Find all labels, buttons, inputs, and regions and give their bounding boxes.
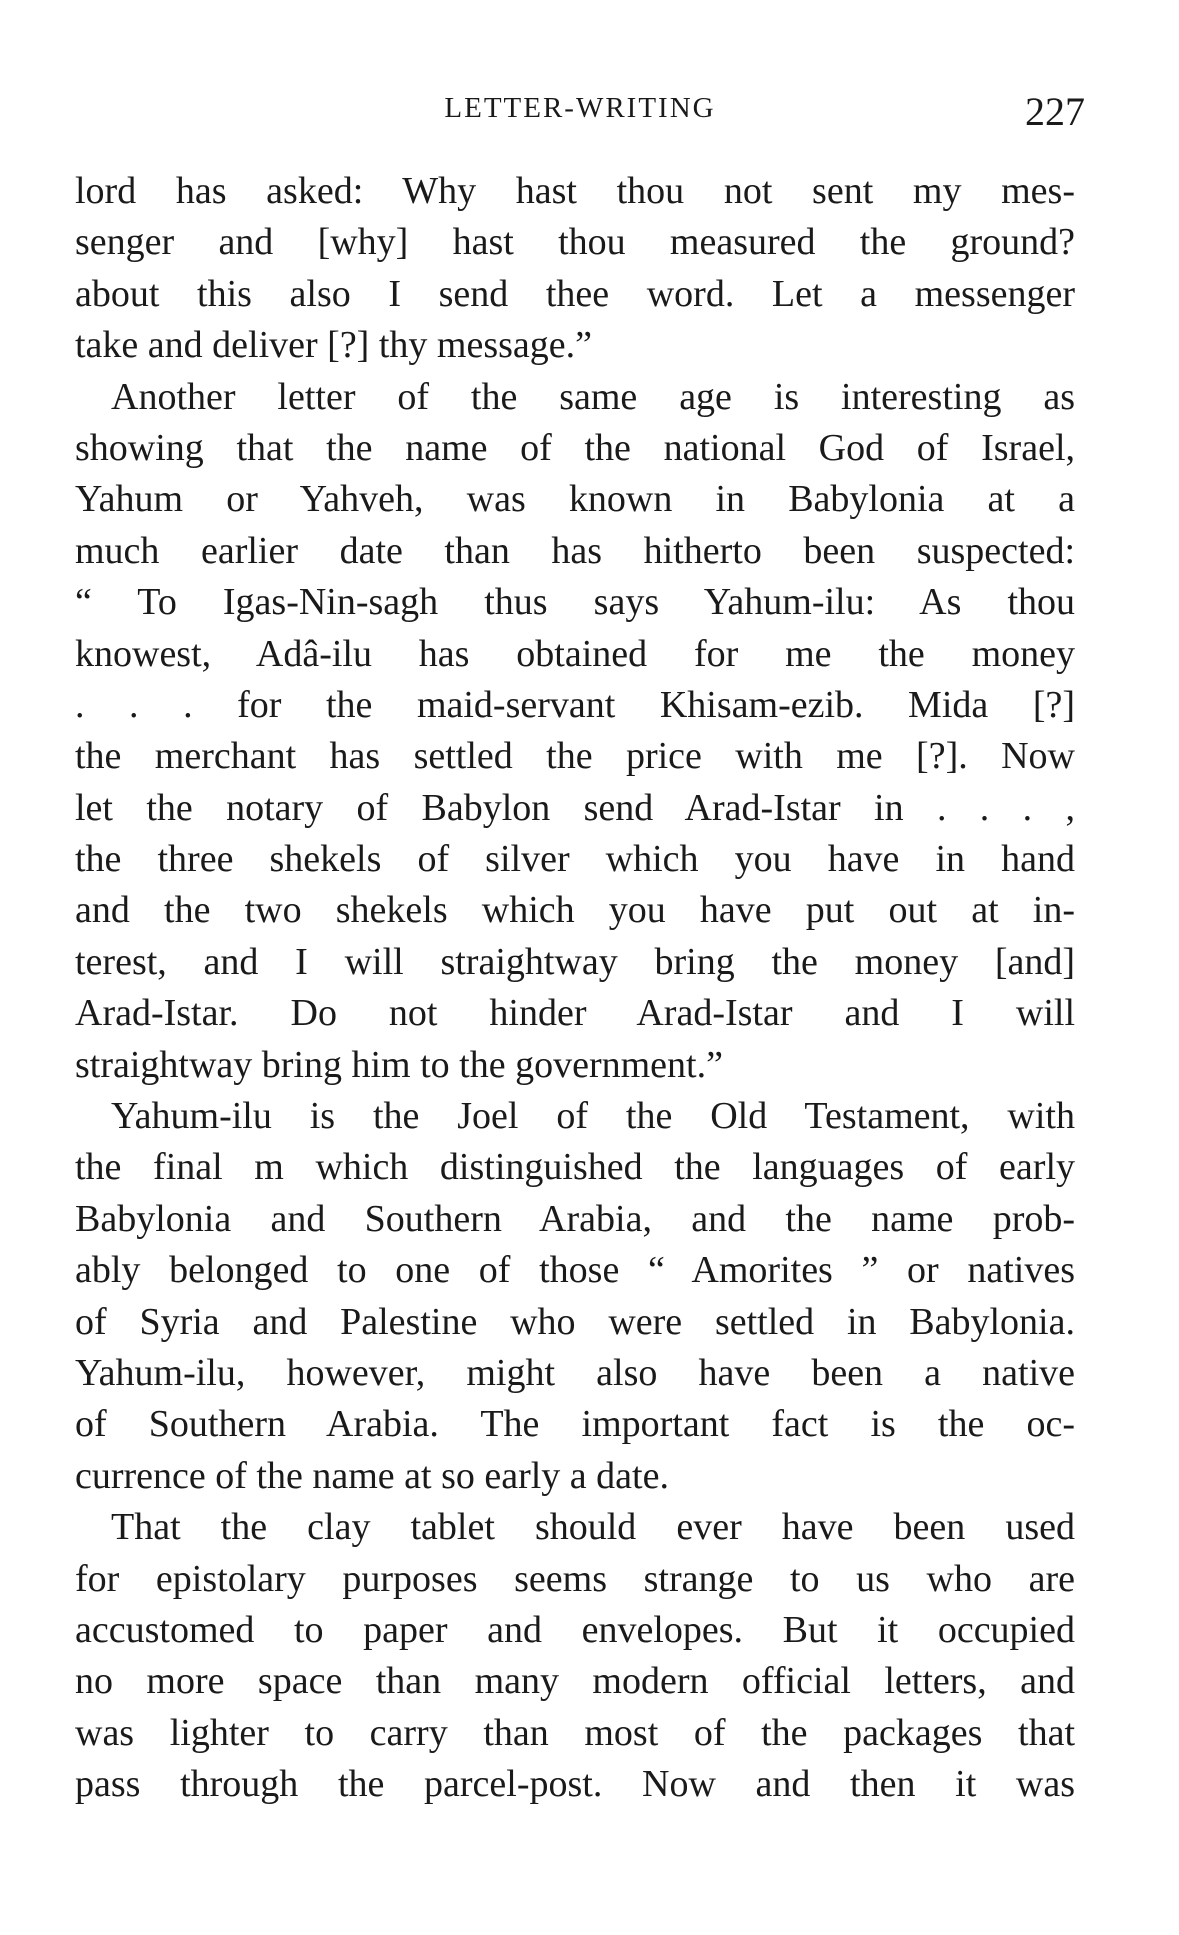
running-title: LETTER-WRITING bbox=[444, 92, 716, 124]
text-line: “ To Igas-Nin-sagh thus says Yahum-ilu: As thou bbox=[75, 581, 1075, 624]
text-line: senger and [why] hast thou measured the ground? bbox=[75, 221, 1075, 264]
text-line: Yahum or Yahveh, was known in Babylonia at a bbox=[75, 478, 1075, 521]
text-line: Yahum-ilu is the Joel of the Old Testament, with bbox=[111, 1095, 1075, 1138]
text-line: showing that the name of the national God of Israel, bbox=[75, 426, 1075, 469]
text-line: and the two shekels which you have put out at in- bbox=[75, 889, 1075, 932]
text-line: Yahum-ilu, however, might also have been a native bbox=[75, 1351, 1075, 1394]
text-line: That the clay tablet should ever have been used bbox=[111, 1506, 1075, 1549]
text-line: Another letter of the same age is interesting as bbox=[111, 375, 1075, 418]
text-line: ably belonged to one of those “ Amorites ” or natives bbox=[75, 1249, 1075, 1292]
text-line: pass through the parcel-post. Now and then it was bbox=[75, 1763, 1075, 1806]
text-line: Arad-Istar. Do not hinder Arad-Istar and I will bbox=[75, 992, 1075, 1035]
text-line: the final m which distinguished the languages of early bbox=[75, 1146, 1075, 1189]
text-line: the merchant has settled the price with me [?]. Now bbox=[75, 735, 1075, 778]
text-line: terest, and I will straightway bring the money [and] bbox=[75, 940, 1075, 983]
text-line: the three shekels of silver which you have in hand bbox=[75, 838, 1075, 881]
text-line: no more space than many modern official letters, and bbox=[75, 1660, 1075, 1703]
text-line: knowest, Adâ-ilu has obtained for me the money bbox=[75, 632, 1075, 675]
page-number: 227 bbox=[1025, 89, 1085, 134]
text-line: straightway bring him to the government.” bbox=[75, 1043, 723, 1086]
text-line: for epistolary purposes seems strange to us who are bbox=[75, 1557, 1075, 1600]
running-head bbox=[75, 88, 1085, 138]
text-line: of Syria and Palestine who were settled in Babylonia. bbox=[75, 1300, 1075, 1343]
text-line: of Southern Arabia. The important fact is the oc- bbox=[75, 1403, 1075, 1446]
text-line: lord has asked: Why hast thou not sent my mes- bbox=[75, 170, 1075, 212]
text-line: take and deliver [?] thy message.” bbox=[75, 324, 592, 367]
text-line: accustomed to paper and envelopes. But it occupied bbox=[75, 1608, 1075, 1651]
text-line: much earlier date than has hitherto been suspected: bbox=[75, 529, 1075, 572]
body-text bbox=[75, 166, 1075, 1811]
text-line: Babylonia and Southern Arabia, and the name prob- bbox=[75, 1197, 1075, 1240]
text-line: . . . for the maid-servant Khisam-ezib. Mida [?] bbox=[75, 683, 1075, 726]
text-line: about this also I send thee word. Let a messenger bbox=[75, 272, 1075, 315]
text-line: currence of the name at so early a date. bbox=[75, 1454, 669, 1497]
text-line: was lighter to carry than most of the packages that bbox=[75, 1711, 1075, 1754]
text-line: let the notary of Babylon send Arad-Istar in . . . , bbox=[75, 786, 1075, 829]
